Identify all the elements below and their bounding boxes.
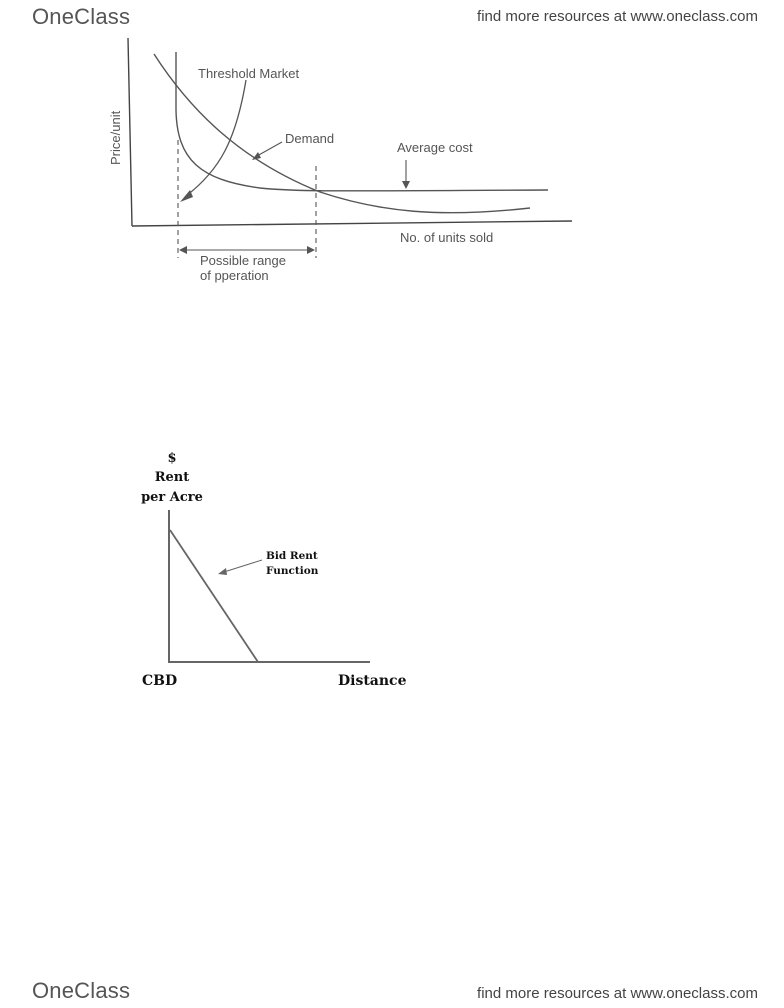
demand-pointer xyxy=(257,142,282,156)
threshold-market-curve xyxy=(186,80,246,196)
demand-label: Demand xyxy=(285,131,335,146)
oneclass-logo-footer[interactable]: OneClass xyxy=(32,978,131,1003)
oneclass-logo[interactable]: OneClass xyxy=(32,4,131,29)
average-cost-label: Average cost xyxy=(397,140,473,155)
x-axis xyxy=(132,221,572,226)
y-axis xyxy=(128,38,132,226)
avg-cost-arrowhead xyxy=(402,181,410,189)
bid-rent-label-line2: Function xyxy=(266,565,319,577)
rent-axis-label-2: per Acre xyxy=(141,490,203,505)
x-axis-label: No. of units sold xyxy=(400,230,494,245)
cbd-label: CBD xyxy=(142,673,178,689)
range-label-line2: of pperation xyxy=(200,268,269,283)
demand-arrowhead xyxy=(252,152,261,160)
rent-axis-dollar: $ xyxy=(167,451,177,466)
bid-rent-label-line1: Bid Rent xyxy=(266,550,318,562)
threshold-market-label: Threshold Market xyxy=(198,66,300,81)
range-arrowhead-left xyxy=(179,246,187,254)
bid-rent-pointer xyxy=(224,560,262,572)
distance-label: Distance xyxy=(338,673,407,689)
cost-demand-figure xyxy=(108,38,572,283)
rent-axis-label: Rent xyxy=(154,470,190,485)
range-arrowhead-right xyxy=(307,246,315,254)
header-tagline[interactable]: find more resources at www.oneclass.com xyxy=(477,8,758,25)
range-label-line1: Possible range xyxy=(200,253,286,268)
bid-rent-line xyxy=(170,530,258,662)
bid-rent-figure xyxy=(141,451,407,689)
footer-tagline[interactable]: find more resources at www.oneclass.com xyxy=(477,985,758,1002)
bid-rent-arrowhead xyxy=(218,568,227,575)
y-axis-label: Price/unit xyxy=(108,110,123,165)
